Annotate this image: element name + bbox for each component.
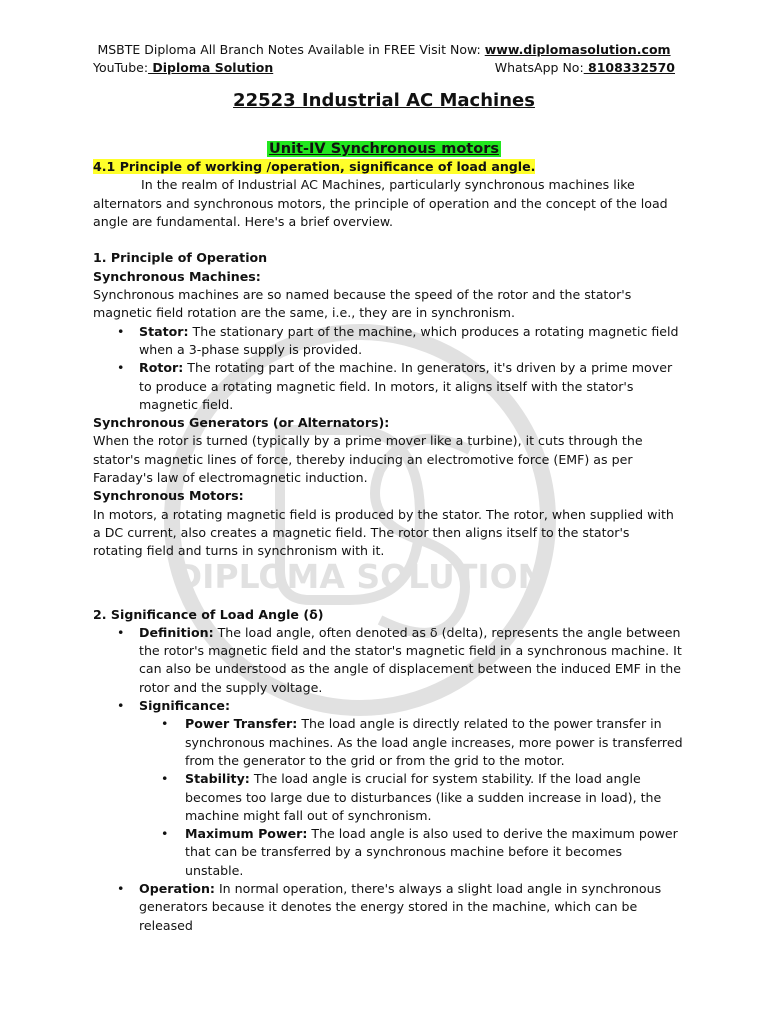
whatsapp-info: WhatsApp No: 8108332570 [494,60,675,75]
whatsapp-link[interactable]: 8108332570 [583,60,675,75]
header-line-1 [0,42,768,57]
list-item: • Operation: In normal operation, there's always a slight load angle in synchronous generators because it denotes the energy stored in the machine, which can be released [93,880,683,935]
website-link[interactable]: www.diplomasolution.com [484,42,671,57]
list-item: • Power Transfer: The load angle is directly related to the power transfer in synchronous machines. As the load angle increases, more power is transferred from the generator to the grid or from the grid to the motor. [139,715,683,770]
list-item: • Stator: The stationary part of the machine, which produces a rotating magnetic field when a 3-phase supply is provided. [93,323,683,360]
header-notes-text: MSBTE Diploma All Branch Notes Available in FREE Visit Now: [97,42,485,57]
header-line-2 [93,60,675,75]
machine-parts-list [93,323,683,414]
list-item: • Rotor: The rotating part of the machine. In generators, it's driven by a prime mover to produce a rotating magnetic field. In motors, it aligns itself with the stator's magnetic field. [93,359,683,414]
motors-heading: Synchronous Motors: [93,488,244,504]
significance-list [139,715,683,880]
list-item: • Significance: • Power Transfer: The load angle is directly related to the power transfer in synchronous machines. As the load angle increases, more power is transferred from the generator to the grid or from the grid to the motor. • Stability: The load angle is crucial for system stability. If the load angle becomes too large due to disturbances (like a sudden increase in load), the machine might fall out of synchronism. • Maximum Power: The load angle is also used to derive the maximum power that can be transferred by a synchronous machine before it becomes unstable. [93,697,683,880]
section-heading: 4.1 Principle of working /operation, significance of load angle. [93,159,536,174]
load-angle-heading: 2. Significance of Load Angle (δ) [93,606,324,622]
principle-heading: 1. Principle of Operation [93,250,268,266]
intro-paragraph: In the realm of Industrial AC Machines, particularly synchronous machines like alternators and synchronous motors, the principle of operation and the concept of the load angle are fundamental. Here's a brief overview. [93,177,668,229]
watermark-text: DIPLOMA SOLUTION [174,557,546,596]
sync-machines-heading: Synchronous Machines: [93,268,261,284]
youtube-link[interactable]: Diploma Solution [148,60,274,75]
generators-text: When the rotor is turned (typically by a prime mover like a turbine), it cuts through the stator's magnetic lines of force, thereby inducing an electromotive force (EMF) as per Faraday's law of electromagnetic induction. [93,433,643,486]
list-item: • Definition: The load angle, often denoted as δ (delta), represents the angle between the rotor's magnetic field and the stator's magnetic field in a synchronous machine. It can also be understood as the angle of displacement between the induced EMF in the rotor and the supply voltage. [93,624,683,697]
list-item: • Maximum Power: The load angle is also used to derive the maximum power that can be transferred by a synchronous machine before it becomes unstable. [139,825,683,880]
document-content [93,158,683,935]
list-item: • Stability: The load angle is crucial for system stability. If the load angle becomes too large due to disturbances (like a sudden increase in load), the machine might fall out of synchronism. [139,770,683,825]
document-title: 22523 Industrial AC Machines [233,90,535,111]
generators-heading: Synchronous Generators (or Alternators): [93,415,390,431]
motors-text: In motors, a rotating magnetic field is produced by the stator. The rotor, when supplied with a DC current, also creates a magnetic field. The rotor then aligns itself to the stator's rotating field and turns in synchronism with it. [93,506,674,559]
unit-title: Unit-IV Synchronous motors [269,141,499,157]
youtube-info: YouTube: Diploma Solution [93,60,274,75]
sync-machines-text: Synchronous machines are so named because the speed of the rotor and the stator's magnetic field rotation are the same, i.e., they are in synchronism. [93,287,632,321]
load-angle-list [93,624,683,935]
